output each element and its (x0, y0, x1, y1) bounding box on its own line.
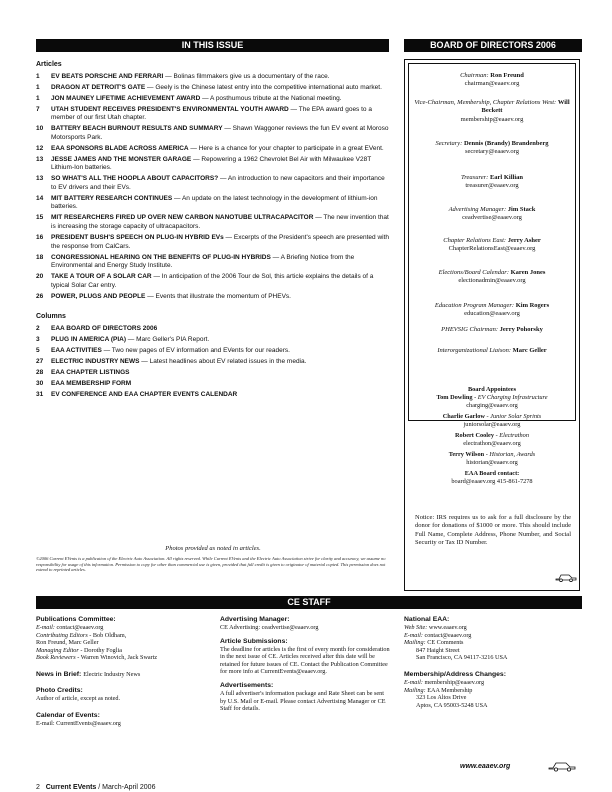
submissions-text: The deadline for articles is the first of every month for consideration in the next issue of CE. Articles received after this date will be retained for future issues of CE. Contact the Publication Committee for more info at CurrentEvents@eaaev.org. (220, 645, 390, 676)
appointee-entry: Robert Cooley - Electrathon electrathon@eaaev.org (405, 432, 579, 448)
membership-mailing-street: 323 Los Altos Drive (416, 694, 467, 702)
staff-column-1 (36, 616, 211, 727)
officer-role: Treasurer: (461, 174, 489, 181)
staff-column-2 (220, 616, 390, 713)
column-entry[interactable] (36, 391, 391, 400)
officer-name: Kim Rogers (515, 302, 550, 309)
page-number: 20 (36, 273, 44, 281)
officer-name: Jerry Pohorsky (499, 326, 543, 333)
entry-title: JON MAUNEY LIFETIME ACHIEVEMENT AWARD (51, 94, 201, 102)
officer-role: Education Program Manager: (434, 302, 515, 309)
entry-title: UTAH STUDENT RECEIVES PRESIDENT'S ENVIRONMENTAL YOUTH AWARD (51, 105, 289, 113)
entry-title: SO WHAT'S ALL THE HOOPLA ABOUT CAPACITORS? (51, 175, 219, 183)
issue-date: / March-April 2006 (96, 784, 156, 791)
submissions-heading: Article Submissions: (220, 637, 288, 645)
entry-title: EV CONFERENCE AND EAA CHAPTER EVENTS CALENDAR (51, 390, 238, 398)
staff-column-3 (404, 616, 582, 709)
page-number: 3 (36, 335, 40, 343)
publication-name: Current EVents (45, 784, 97, 791)
page-number: 18 (36, 253, 44, 261)
column-entry[interactable] (36, 325, 391, 334)
irs-notice: Notice: IRS requires us to ask for a full disclosure by the donor for donations of $1000 or more. This should include Full Name, Complete Address, Phone Number, and Social Security or Tax ID Number. (415, 514, 571, 547)
entry-description: — Bolinas filmmakers give us a documentary of the race. (163, 72, 330, 80)
national-email[interactable]: E-mail: contact@eaaev.org (404, 631, 472, 639)
national-mailing-city: San Francisco, CA 94117-3216 USA (416, 654, 508, 662)
page-number: 15 (36, 214, 44, 222)
page-number: 31 (36, 390, 44, 398)
ce-staff-header: CE STAFF (36, 596, 582, 609)
car-icon (548, 760, 576, 772)
officer-name: Jim Stack (507, 206, 536, 213)
officer-entry (409, 174, 575, 191)
page-number: 27 (36, 357, 44, 365)
officer-entry (409, 140, 575, 157)
appointees-heading: Board Appointees (467, 386, 517, 393)
entry-title: EAA MEMBERSHIP FORM (51, 379, 132, 387)
membership-email[interactable]: E-mail: membership@eaaev.org (404, 678, 485, 686)
appointee-role: Historian, Awards (489, 451, 536, 458)
entry-title: CONGRESSIONAL HEARING ON THE BENEFITS OF PLUG-IN HYBRIDS (51, 253, 271, 261)
appointee-name: Robert Cooley (455, 432, 494, 439)
news-in-brief: News in Brief: Electric Industry News (36, 670, 141, 678)
board-of-directors-header: BOARD OF DIRECTORS 2006 (404, 39, 582, 52)
articles-list (36, 73, 391, 302)
in-this-issue-header: IN THIS ISSUE (36, 39, 389, 52)
entry-description: — Shawn Waggoner reviews the fun EV event at Moroso Motorsports Park. (51, 125, 389, 141)
page-number: 1 (36, 83, 40, 91)
appointee-email[interactable]: juniorsolar@eaaev.org (463, 421, 521, 428)
officer-name: Will Beckett (481, 99, 570, 115)
entry-description: — In anticipation of the 2006 Tour de Sol, this article explains the details of a typical Solar Car entry. (51, 273, 374, 289)
entry-description: — Repowering a 1962 Chevrolet Bel Air with Milwaukee V28T Lithium-Ion batteries. (51, 155, 372, 172)
officer-entry (409, 237, 575, 254)
officer-name: Karen Jones (510, 269, 546, 276)
photo-credits: Author of article, except as noted. (36, 694, 121, 702)
article-entry[interactable] (36, 234, 391, 251)
officer-name: Jerry Asher (507, 237, 541, 244)
entry-title: PLUG IN AMERICA (PIA) (51, 335, 126, 343)
managing-editor: Managing Editor - Dorothy Foglia (36, 646, 122, 654)
appointee-entry: Charlie Garlow - Junior Solar Sprints juniorsolar@eaaev.org (405, 413, 579, 429)
national-eaa-heading: National EAA: (404, 616, 450, 623)
membership-heading: Membership/Address Changes: (404, 670, 506, 678)
article-entry[interactable] (36, 175, 391, 192)
officer-name: Dennis (Brandy) Brandenberg (463, 140, 549, 147)
page-number: 2 (36, 324, 40, 332)
entry-description: — Excerpts of the President's speech are presented with the response from CalCars. (51, 234, 390, 250)
page-number: 5 (36, 346, 40, 354)
officer-entry (409, 347, 575, 355)
appointee-email[interactable]: electrathon@eaaev.org (463, 440, 521, 447)
appointee-name: Terry Wilson (448, 451, 485, 458)
car-icon (555, 572, 577, 582)
page-number: 13 (36, 175, 44, 183)
advertising-email[interactable]: CE Advertising: ceadvertise@eaaev.org (220, 624, 319, 631)
entry-title: MIT BATTERY RESEARCH CONTINUES (51, 194, 173, 202)
entry-title: ELECTRIC INDUSTRY NEWS (51, 357, 140, 365)
page-number: 16 (36, 234, 44, 241)
entry-title: DRAGON AT DETROIT'S GATE (51, 83, 146, 91)
article-entry[interactable] (36, 106, 391, 123)
board-of-directors-box (404, 59, 580, 591)
entry-title: EAA BOARD OF DIRECTORS 2006 (51, 324, 158, 332)
entry-description: — A Briefing Notice from the Environmental and Energy Study Institute. (51, 253, 355, 270)
contributing-editors-cont: Ron Freund, Marc Geller (36, 639, 99, 647)
copyright-notice: ©2006 Current EVents is a publication of the Electric Auto Association. All rights reserved. While Current EVents and the Electric Auto Association strive for clarity and accuracy, we assume no responsibility for usage of this information. Permission to copy for other than commercial use is given, provided that full credit is given to originator of material copied. This permission does not extend to reprinted articles. (36, 556, 386, 573)
entry-title: EAA SPONSORS BLADE ACROSS AMERICA (51, 144, 189, 152)
appointee-email[interactable]: historian@eaaev.org (466, 459, 518, 466)
photo-credits-heading: Photo Credits: (36, 686, 83, 694)
entry-description: — The new invention that is increasing the storage capacity of ultracapacitors. (51, 214, 389, 231)
website-line[interactable]: Web Site: www.eaaev.org (404, 624, 467, 631)
calendar-heading: Calendar of Events: (36, 711, 100, 719)
column-entry[interactable] (36, 336, 391, 345)
officer-email[interactable]: membership@eaaev.org (460, 115, 524, 123)
advertisements-heading: Advertisements: (220, 681, 274, 689)
officer-email[interactable]: secretary@eaaev.org (465, 148, 519, 156)
entry-description: — A posthumous tribute at the National meeting. (200, 94, 342, 102)
officer-email[interactable]: ChapterRelationsEast@eaaev.org (448, 245, 536, 253)
columns-list (36, 325, 391, 400)
article-entry[interactable] (36, 214, 391, 231)
contributing-editors: Contributing Editors - Bob Oldham, (36, 631, 127, 639)
officer-entry (409, 269, 575, 286)
officer-role: Advertising Manager: (448, 206, 507, 213)
article-entry[interactable] (36, 125, 391, 142)
page-number: 7 (36, 105, 40, 113)
column-entry[interactable] (36, 358, 391, 367)
website-url[interactable]: www.eaaev.org (460, 763, 511, 770)
board-contact[interactable]: board@eaaev.org 415-861-7278 (451, 478, 533, 485)
entry-title: POWER, PLUGS AND PEOPLE (51, 292, 146, 300)
column-entry[interactable] (36, 347, 391, 356)
entry-title: EAA CHAPTER LISTINGS (51, 368, 130, 376)
article-entry[interactable] (36, 195, 391, 212)
entry-description: — Latest headlines about EV related issues in the media. (139, 357, 307, 365)
entry-title: BATTERY BEACH BURNOUT RESULTS AND SUMMARY (51, 125, 223, 133)
table-of-contents (36, 57, 391, 402)
entry-description: — An introduction to new capacitors and their importance to EV drivers and their EVs. (51, 175, 385, 191)
officer-role: Chapter Relations East: (443, 237, 507, 244)
officer-entry (409, 72, 575, 89)
officer-entry (409, 206, 575, 223)
officer-email[interactable]: treasurer@eaaev.org (465, 182, 519, 190)
entry-title: EV BEATS PORSCHE AND FERRARI (51, 72, 164, 80)
officer-role: Elections/Board Calendar: (438, 269, 509, 276)
officer-email[interactable]: chairman@eaaev.org (464, 80, 520, 88)
officers-box (408, 63, 576, 421)
entry-description: — An update on the latest technology in the development of lithium-ion batteries. (51, 194, 378, 211)
national-mailing: Mailing: CE Comments (404, 639, 464, 647)
officer-role: PHEVSIG Chairman: (441, 326, 499, 333)
page-number: 2 (36, 784, 40, 791)
book-reviewers: Book Reviewers - Warren Winovich, Jack Swartz (36, 654, 158, 662)
appointee-entry: Terry Wilson - Historian, Awards historian@eaaev.org (405, 451, 579, 467)
board-appointees (405, 386, 579, 486)
column-entry[interactable] (36, 380, 391, 389)
page-footer (36, 784, 155, 791)
officer-role: Secretary: (435, 140, 463, 147)
officer-role: Chairman: (460, 72, 489, 79)
entry-title: MIT RESEARCHERS FIRED UP OVER NEW CARBON NANOTUBE ULTRACAPACITOR (51, 214, 314, 222)
officer-role: Vice-Chairman, Membership, Chapter Relations West: (414, 99, 557, 106)
officer-name: Marc Geller (512, 347, 547, 354)
columns-heading: Columns (36, 313, 66, 321)
entry-title: EAA ACTIVITIES (51, 346, 102, 354)
officer-entry (409, 99, 575, 124)
entry-title: TAKE A TOUR OF A SOLAR CAR (51, 273, 152, 281)
article-entry[interactable] (36, 145, 391, 154)
page-number: 14 (36, 194, 44, 202)
entry-description: — The EPA award goes to a member of our first Utah chapter. (51, 105, 372, 122)
officer-email[interactable]: education@eaaev.org (464, 310, 520, 318)
officer-name: Ron Freund (490, 72, 524, 79)
appointee-name: Charlie Garlow (442, 413, 485, 420)
article-entry[interactable] (36, 273, 391, 290)
membership-mailing: Mailing: EAA Membership (404, 686, 473, 694)
entry-description: — Marc Geller's PIA Report. (126, 335, 210, 343)
article-entry[interactable] (36, 84, 391, 93)
board-contact-label: EAA Board contact: (464, 470, 520, 477)
page-number: 10 (36, 125, 44, 133)
entry-description: — Two new pages of EV information and EVents for our readers. (101, 346, 290, 354)
page-number: 1 (36, 72, 40, 80)
publications-heading: Publications Committee: (36, 616, 116, 623)
officer-email[interactable]: ceadvertise@eaaev.org (462, 214, 522, 222)
advertisements-text: A full advertiser's information package and Rate Sheet can be sent by U.S. Mail or E-mail. Please contact Advertising Manager or CE Staff for details. (220, 689, 386, 713)
page-number: 12 (36, 144, 44, 152)
appointee-name: Tom Dowling (436, 394, 473, 401)
entry-title: JESSE JAMES AND THE MONSTER GARAGE (51, 155, 192, 163)
officer-email[interactable]: electionadmin@eaaev.org (458, 277, 526, 285)
column-entry[interactable] (36, 369, 391, 378)
officer-name: Earl Killian (489, 174, 523, 181)
page-number: 1 (36, 94, 40, 102)
officer-entry (409, 326, 575, 334)
article-entry[interactable] (36, 254, 391, 271)
appointee-entry: Tom Dowling - EV Charging Infrastructure charging@eaaev.org (405, 394, 579, 410)
appointee-role: Junior Solar Sprints (490, 413, 542, 420)
article-entry[interactable] (36, 73, 391, 82)
article-entry[interactable] (36, 156, 391, 173)
officer-entry (409, 302, 575, 319)
article-entry[interactable] (36, 95, 391, 104)
entry-title: PRESIDENT BUSH'S SPEECH ON PLUG-IN HYBRID EVs (51, 234, 224, 241)
photos-note: Photos provided as noted in articles. (165, 545, 261, 552)
calendar-email[interactable]: E-mail: CurrentEvents@eaaev.org (36, 719, 121, 727)
articles-heading: Articles (36, 61, 62, 68)
page-number: 26 (36, 292, 44, 300)
page-number: 28 (36, 368, 44, 376)
membership-mailing-city: Aptos, CA 95003-5248 USA (416, 701, 488, 709)
appointee-role: EV Charging Infrastructure (477, 394, 548, 401)
page-number: 30 (36, 379, 44, 387)
entry-description: — Here is a chance for your chapter to participate in a great EVent. (188, 144, 384, 152)
page-number: 13 (36, 155, 44, 163)
officer-role: Interorganizational Liaison: (437, 347, 512, 354)
entry-description: — Events that illustrate the momentum of PHEVs. (145, 292, 291, 300)
article-entry[interactable] (36, 293, 391, 302)
entry-description: — Geely is the Chinese latest entry into the competitive international auto market. (145, 83, 382, 91)
appointee-role: Electrathon (499, 432, 529, 439)
publications-email[interactable]: E-mail: contact@eaaev.org (36, 624, 104, 631)
advertising-heading: Advertising Manager: (220, 616, 290, 623)
appointee-email[interactable]: charging@eaaev.org (466, 402, 518, 409)
national-mailing-street: 847 Haight Street (416, 646, 460, 654)
